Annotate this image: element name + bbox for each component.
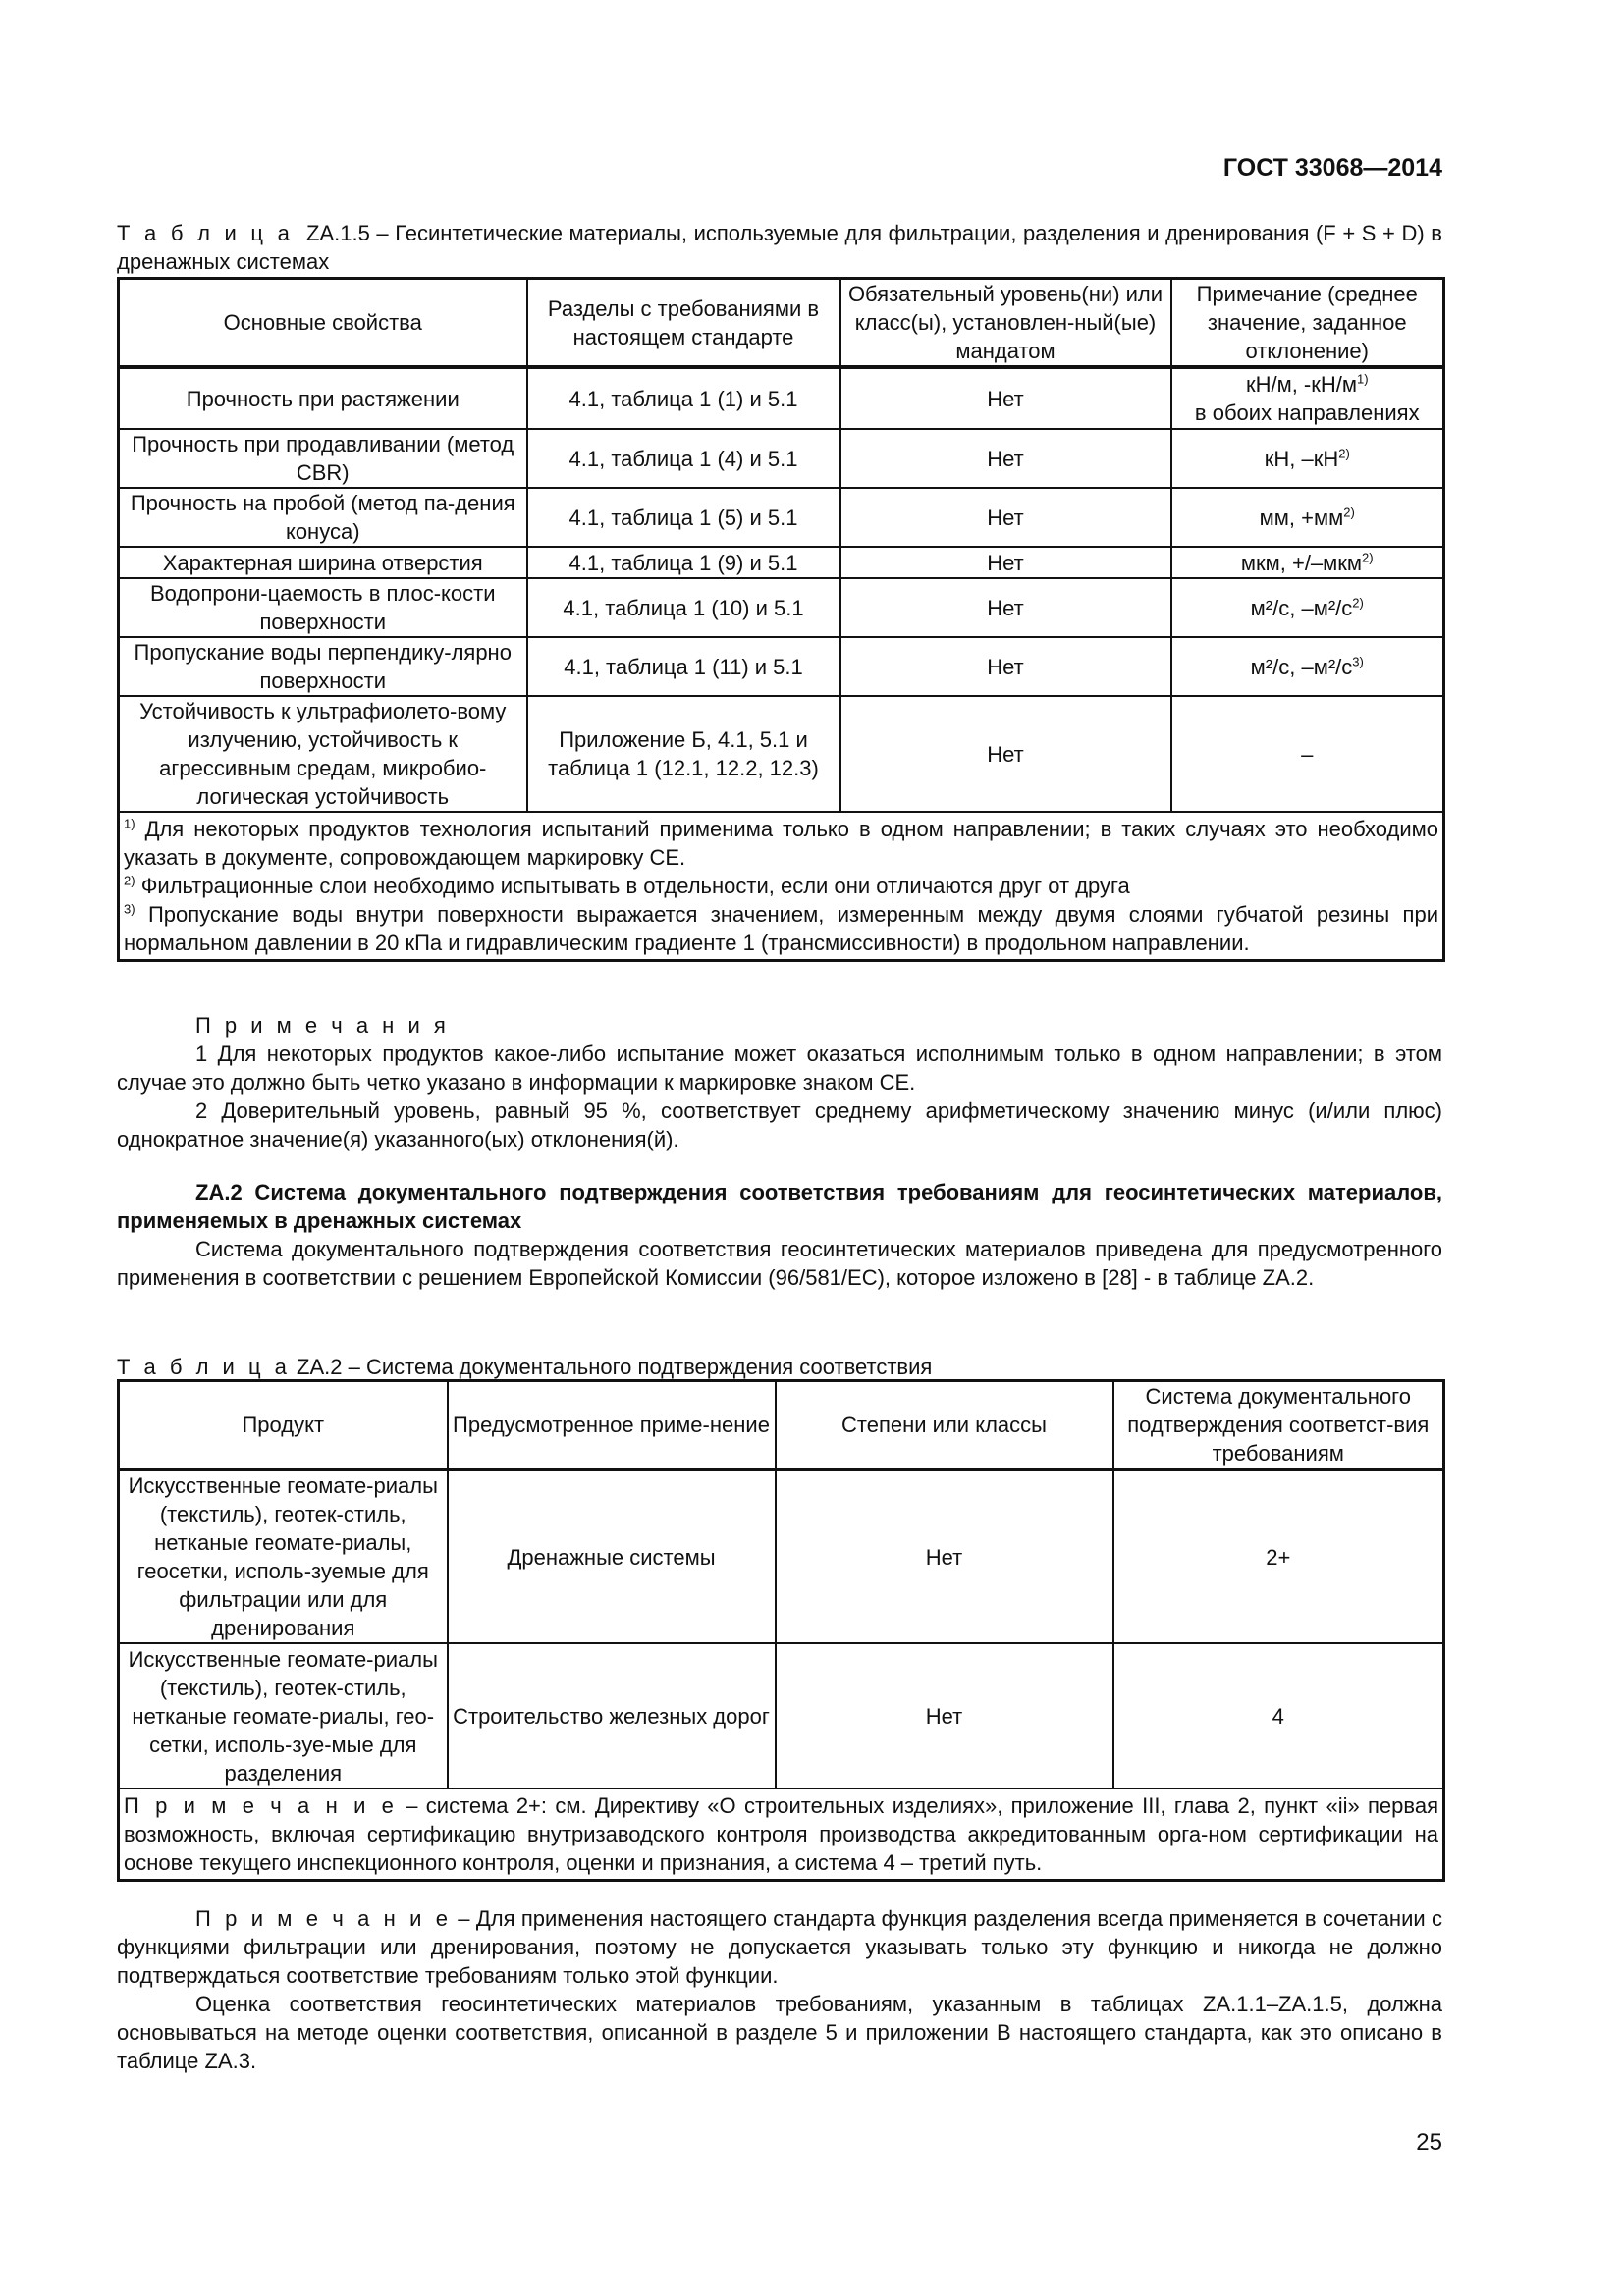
cell-note: [1171, 578, 1444, 637]
note-item: 1 Для некоторых продуктов какое-либо испытание может оказаться исполнимым только в одном направлении; в этом случае это должно быть четко указано в информации к маркировке знаком CE.: [117, 1041, 1442, 1095]
cell-note: [1171, 547, 1444, 578]
note-value: м²/с, –м²/с: [1250, 595, 1353, 620]
footnote-mark: 2): [1362, 550, 1374, 565]
cell-note: [1171, 367, 1444, 429]
table-row: [119, 637, 1444, 696]
note-value: мкм, +/–мкм: [1240, 550, 1363, 575]
col-header: Примечание (среднее значение, заданное отклонение): [1171, 279, 1444, 368]
cell-use: Дренажные системы: [448, 1469, 776, 1643]
table-row: [119, 1469, 1444, 1643]
footnote-mark: 2): [1352, 595, 1364, 611]
footnote-mark: 2): [124, 873, 135, 888]
cell-note: [1171, 488, 1444, 547]
closing-text: Оценка соответствия геосинтетических материалов требованиям, указанным в таблицах ZA.1.1–ZA.1.5, должна основываться на методе оценки соответствия, описанной в разделе 5 и приложении В настоящего стандарта, как это описано в таблице ZA.3.: [117, 1992, 1442, 2073]
note-value: кН, –кН: [1264, 446, 1339, 471]
table-note-row: [119, 1789, 1444, 1881]
cell-property: Устойчивость к ультрафиолето-вому излучению, устойчивость к агрессивным средам, микробио-логическая устойчивость: [119, 696, 527, 812]
cell-section: 4.1, таблица 1 (11) и 5.1: [527, 637, 840, 696]
col-header: Основные свойства: [119, 279, 527, 368]
cell-property: Водопрони-цаемость в плос-кости поверхности: [119, 578, 527, 637]
cell-section: 4.1, таблица 1 (4) и 5.1: [527, 429, 840, 488]
closing-block: [117, 1904, 1442, 2075]
cell-level: Нет: [840, 429, 1171, 488]
caption-prefix: Т а б л и ц а: [117, 1355, 291, 1379]
cell-level: Нет: [840, 488, 1171, 547]
table-row: [119, 547, 1444, 578]
table-row: [119, 578, 1444, 637]
note-value-2: в обоих направлениях: [1194, 400, 1420, 425]
cell-level: Нет: [776, 1469, 1113, 1643]
col-header: Разделы с требованиями в настоящем стандарте: [527, 279, 840, 368]
footnote-mark: 2): [1338, 446, 1350, 461]
footnote-text: Фильтрационные слои необходимо испытывать в отдельности, если они отличаются друг от друга: [140, 874, 1130, 898]
note-prefix: П р и м е ч а н и е: [195, 1906, 452, 1931]
table-za-2: [117, 1379, 1445, 1882]
footnote-mark: 2): [1343, 505, 1355, 520]
section-text: Система документального подтверждения соответствия геосинтетических материалов приведена для предусмотренного применения в соответствии с решением Европейской Комиссии (96/581/EC), которое изложено в [28] - в таблице ZA.2.: [117, 1237, 1442, 1290]
cell-level: Нет: [840, 367, 1171, 429]
footnote-mark: 3): [124, 901, 135, 917]
col-header: Продукт: [119, 1381, 448, 1470]
col-header: Предусмотренное приме-нение: [448, 1381, 776, 1470]
footnotes-row: [119, 812, 1444, 961]
cell-level: Нет: [776, 1643, 1113, 1789]
note-prefix: П р и м е ч а н и е: [124, 1793, 398, 1818]
footnote-mark: 1): [1357, 371, 1369, 387]
note-value: кН/м, -кН/м: [1245, 372, 1357, 397]
footnote: [124, 900, 1438, 957]
table-row: [119, 696, 1444, 812]
table-row: [119, 367, 1444, 429]
footnote: [124, 815, 1438, 872]
cell-section: 4.1, таблица 1 (9) и 5.1: [527, 547, 840, 578]
cell-property: Пропускание воды перпендику-лярно поверхности: [119, 637, 527, 696]
table2-caption: [117, 1353, 1442, 1381]
cell-level: Нет: [840, 578, 1171, 637]
note-text: – Для применения настоящего стандарта функция разделения всегда применяется в сочетании с функциями фильтрации или дренирования, поэтому не допускается указывать только эту функцию и никогда не должно подтверждаться соответствие требованиям только этой функции.: [117, 1906, 1442, 1988]
cell-level: Нет: [840, 547, 1171, 578]
footnote-text: Для некоторых продуктов технология испытаний применима только в одном направлении; в таких случаях это необходимо указать в документе, сопровождающем маркировку CE.: [124, 817, 1438, 870]
cell-section: 4.1, таблица 1 (10) и 5.1: [527, 578, 840, 637]
note-text: – система 2+: см. Директиву «О строительных изделиях», приложение III, глава 2, пункт «ii» первая возможность, включая сертификацию внутризаводского контроля производства аккредитованным орга-ном сертификации на основе текущего инспекционного контроля, оценки и признания, а система 4 – третий путь.: [124, 1793, 1438, 1875]
caption-text: ZA.2 – Система документального подтверждения соответствия: [297, 1355, 933, 1379]
table-za-1-5: [117, 277, 1445, 962]
col-header: Система документального подтверждения соответст-вия требованиям: [1113, 1381, 1444, 1470]
footnote-mark: 1): [124, 816, 135, 831]
cell-section: 4.1, таблица 1 (1) и 5.1: [527, 367, 840, 429]
cell-note: [1171, 429, 1444, 488]
col-header: Степени или классы: [776, 1381, 1113, 1470]
cell-property: Прочность при продавливании (метод CBR): [119, 429, 527, 488]
footnote: [124, 872, 1438, 900]
table-row: [119, 1643, 1444, 1789]
caption-text: ZA.1.5 – Гесинтетические материалы, используемые для фильтрации, разделения и дренирования (F + S + D) в дренажных системах: [117, 221, 1442, 274]
cell-property: Прочность при растяжении: [119, 367, 527, 429]
note-value: мм, +мм: [1259, 505, 1344, 530]
closing-note: [117, 1904, 1442, 1990]
notes-block: [117, 1011, 1442, 1153]
cell-section: 4.1, таблица 1 (5) и 5.1: [527, 488, 840, 547]
footnote-mark: 3): [1352, 654, 1364, 669]
notes-title: П р и м е ч а н и я: [195, 1013, 450, 1038]
note-value: м²/с, –м²/с: [1250, 654, 1353, 679]
section-heading: ZA.2 Система документального подтверждения соответствия требованиям для геосинтетических материалов, применяемых в дренажных системах: [117, 1180, 1442, 1233]
col-header: Обязательный уровень(ни) или класс(ы), установлен-ный(ые) мандатом: [840, 279, 1171, 368]
table1-caption: [117, 219, 1442, 276]
cell-note: [1171, 637, 1444, 696]
cell-system: 4: [1113, 1643, 1444, 1789]
cell-note: [1171, 696, 1444, 812]
note-value: –: [1301, 741, 1314, 767]
cell-product: Искусственные геомате-риалы (текстиль), геотек-стиль, нетканые геомате-риалы, геосетки, исполь-зуемые для фильтрации или для дренирования: [119, 1469, 448, 1643]
table-row: [119, 429, 1444, 488]
cell-property: Прочность на пробой (метод па-дения конуса): [119, 488, 527, 547]
cell-system: 2+: [1113, 1469, 1444, 1643]
cell-section: Приложение Б, 4.1, 5.1 и таблица 1 (12.1, 12.2, 12.3): [527, 696, 840, 812]
document-code: ГОСТ 33068—2014: [1222, 154, 1442, 182]
cell-level: Нет: [840, 696, 1171, 812]
caption-prefix: Т а б л и ц а: [117, 221, 294, 245]
cell-product: Искусственные геомате-риалы (текстиль), геотек-стиль, нетканые геомате-риалы, гео-сетки, исполь-зуе-мые для разделения: [119, 1643, 448, 1789]
footnote-text: Пропускание воды внутри поверхности выражается значением, измеренным между двумя слоями губчатой резины при нормальном давлении в 20 кПа и гидравлическим градиенте 1 (трансмиссивности) в продольном направлении.: [124, 902, 1438, 955]
cell-use: Строительство железных дорог: [448, 1643, 776, 1789]
cell-level: Нет: [840, 637, 1171, 696]
cell-property: Характерная ширина отверстия: [119, 547, 527, 578]
table-row: [119, 488, 1444, 547]
page-number: 25: [1416, 2129, 1442, 2156]
note-item: 2 Доверительный уровень, равный 95 %, соответствует среднему арифметическому значению минус (и/или плюс) однократное значение(я) указанного(ых) отклонения(й).: [117, 1098, 1442, 1151]
section-za2: [117, 1178, 1442, 1292]
